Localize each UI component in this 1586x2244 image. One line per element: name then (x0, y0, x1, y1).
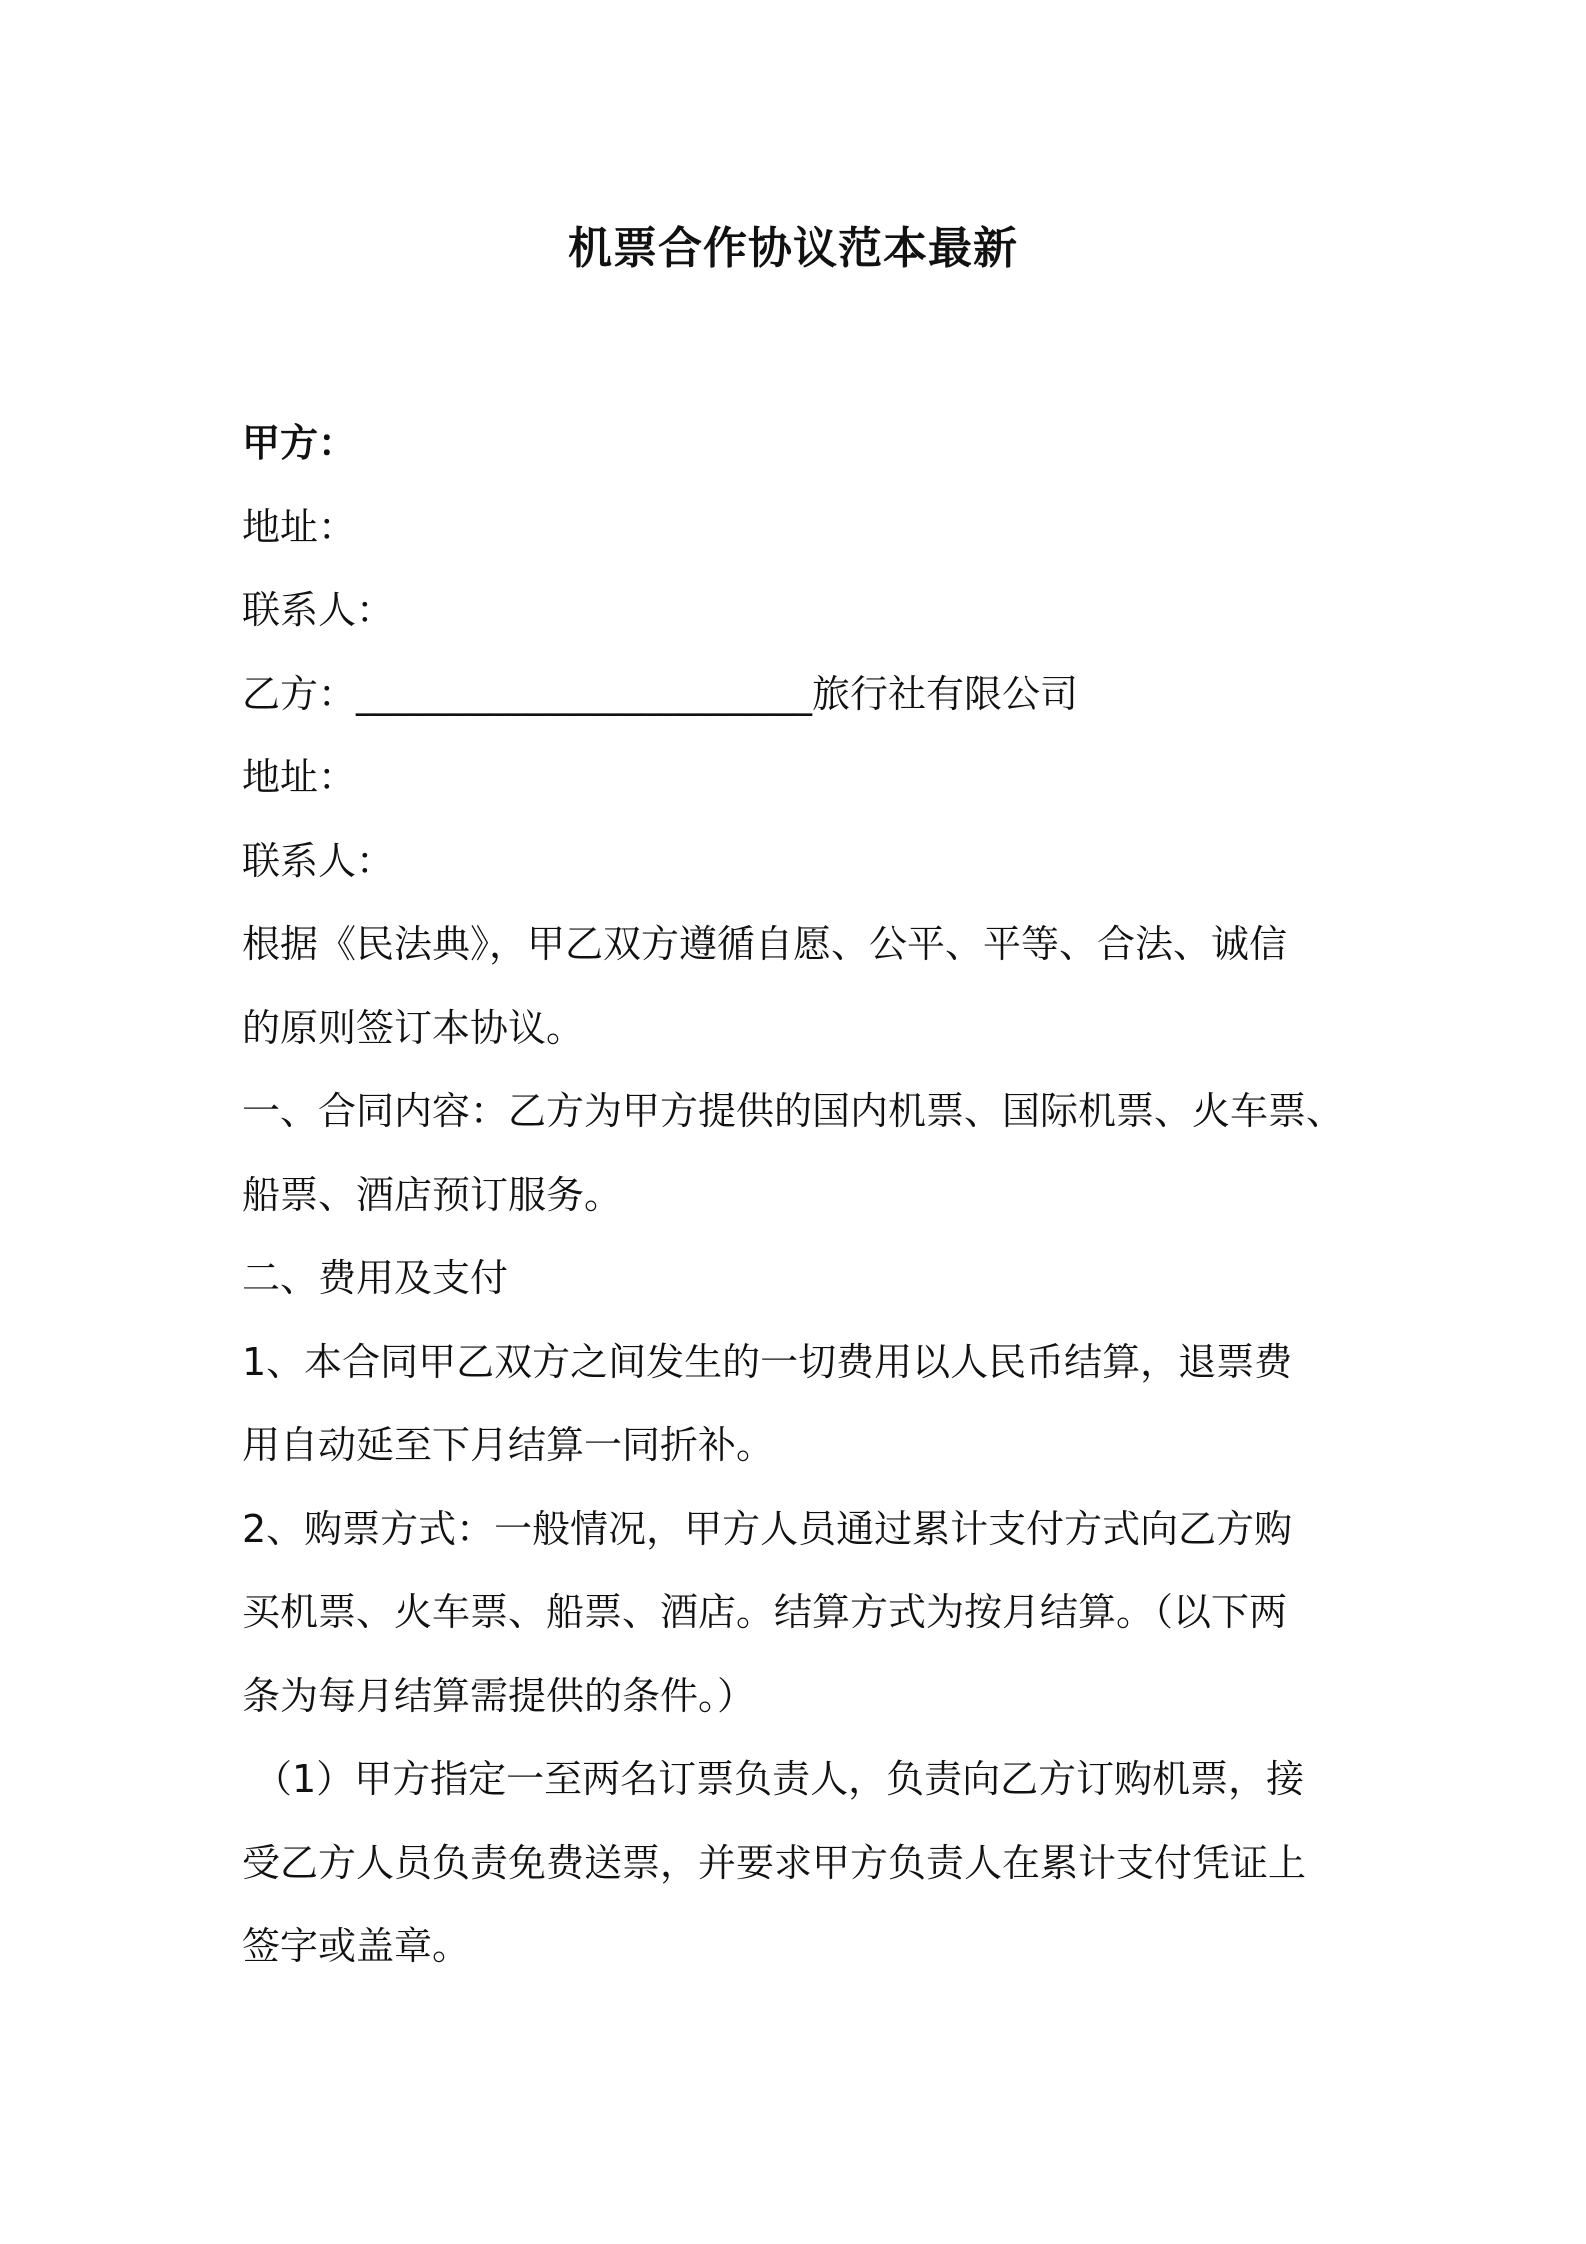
fees-clause-1-line-1: 1、本合同甲乙双方之间发生的一切费用以人民币结算，退票费 (242, 1339, 1293, 1384)
fees-clause-2-line-2: 买机票、火车票、船票、酒店。结算方式为按月结算。（以下两 (242, 1590, 1288, 1634)
fees-clause-2-line-1: 2、购票方式：一般情况，甲方人员通过累计支付方式向乙方购 (242, 1506, 1293, 1551)
contract-content-line-2: 船票、酒店预订服务。 (242, 1172, 623, 1217)
party-b-contact: 联系人： (242, 838, 395, 883)
contract-content-line-1: 一、合同内容：乙方为甲方提供的国内机票、国际机票、火车票、 (242, 1089, 1345, 1133)
party-a-label: 甲方： (242, 421, 357, 465)
agreement-basis-line-2: 的原则签订本协议。 (242, 1005, 585, 1050)
agreement-basis-line-1: 根据《民法典》，甲乙双方遵循自愿、公平、平等、合法、诚信 (242, 922, 1288, 966)
document-title: 机票合作协议范本最新 (568, 223, 1018, 274)
fees-clause-2-line-3: 条为每月结算需提供的条件。） (242, 1673, 756, 1718)
fees-clause-1-line-2: 用自动延至下月结算一同折补。 (242, 1423, 775, 1467)
subclause-1-line-3: 签字或盖章。 (242, 1924, 471, 1968)
subclause-1-line-2: 受乙方人员负责免费送票，并要求甲方负责人在累计支付凭证上 (242, 1840, 1307, 1885)
subclause-1-line-1: （1）甲方指定一至两名订票负责人，负责向乙方订购机票，接 (254, 1757, 1305, 1801)
document-body (242, 402, 1357, 1989)
section-fees-payment: 二、费用及支付 (242, 1256, 509, 1300)
party-a-address: 地址： (242, 504, 357, 549)
party-b-label: 乙方：________________________旅行社有限公司 (242, 671, 1079, 716)
party-b-address: 地址： (242, 755, 357, 799)
party-a-contact: 联系人： (242, 588, 395, 632)
